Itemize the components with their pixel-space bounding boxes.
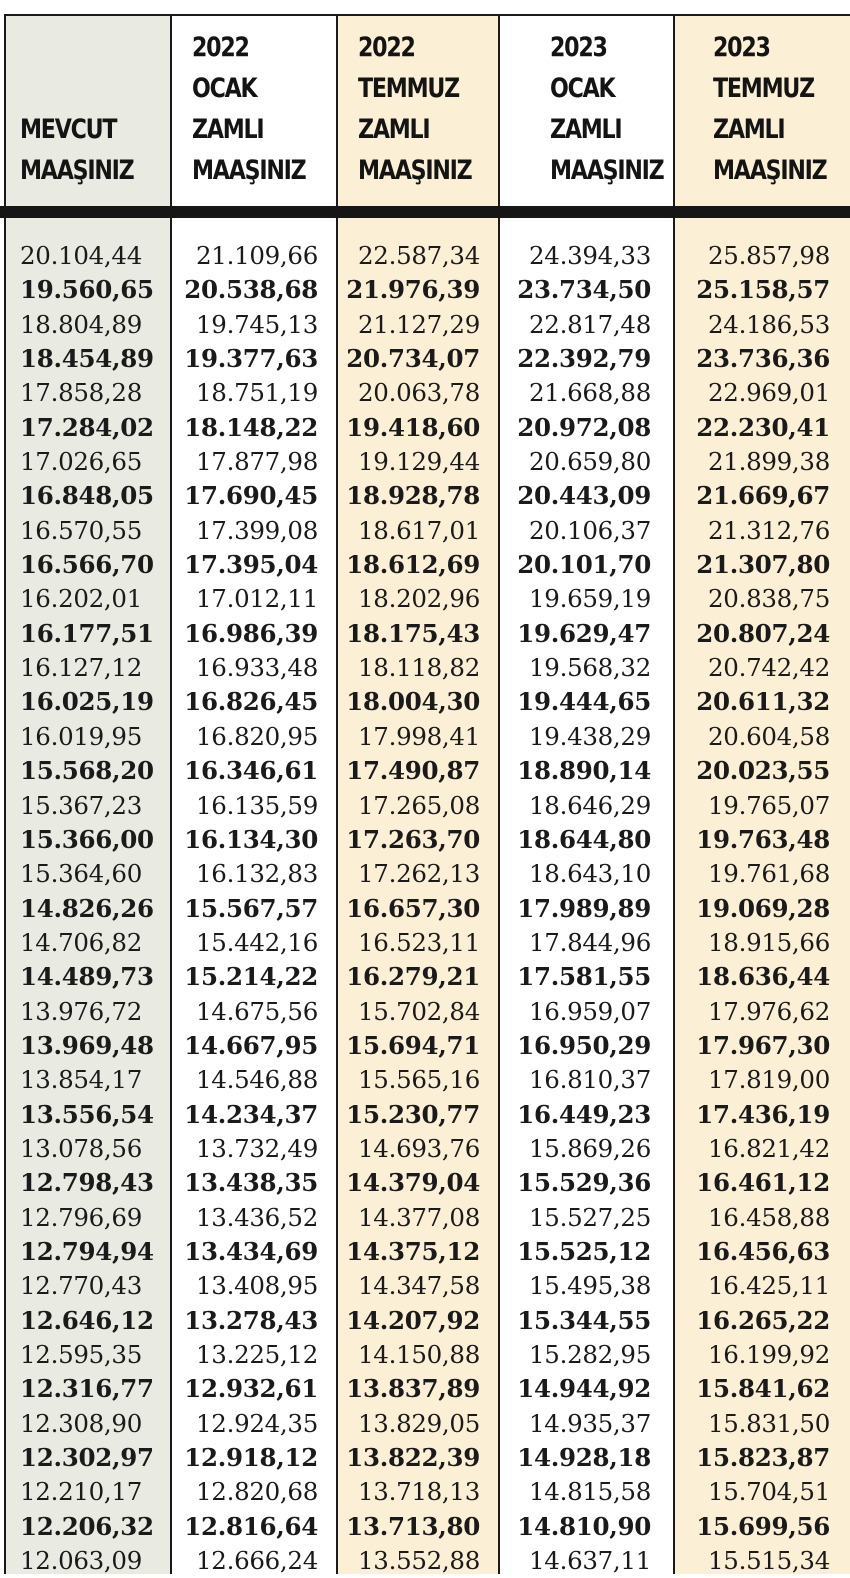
salary-cell: 13.718,13	[358, 1477, 480, 1507]
salary-cell: 17.265,08	[358, 790, 480, 820]
column-header-line: MEVCUT	[20, 114, 117, 145]
salary-cell: 14.207,92	[346, 1305, 480, 1335]
salary-cell: 16.986,39	[184, 618, 318, 648]
salary-cell: 15.214,22	[184, 962, 318, 992]
salary-cell: 22.587,34	[358, 241, 480, 270]
salary-cell: 14.489,73	[20, 962, 154, 992]
salary-cell: 24.394,33	[529, 241, 651, 270]
salary-cell: 21.312,76	[708, 515, 830, 545]
salary-cell: 21.668,88	[529, 378, 651, 408]
salary-cell: 16.127,12	[20, 653, 142, 683]
column-header-line: MAAŞINIZ	[20, 155, 134, 186]
salary-cell: 18.804,89	[20, 309, 142, 339]
column-header-line: ZAMLI	[550, 114, 622, 145]
salary-cell: 15.568,20	[20, 756, 154, 786]
salary-cell: 20.604,58	[708, 721, 830, 751]
salary-cell: 12.770,43	[20, 1271, 142, 1301]
salary-cell: 19.765,07	[708, 790, 830, 820]
salary-cell: 19.377,63	[184, 344, 318, 374]
salary-cell: 12.302,97	[20, 1443, 154, 1473]
column-values	[6, 239, 170, 1574]
salary-cell: 16.458,88	[708, 1202, 830, 1232]
salary-cell: 13.829,05	[358, 1408, 480, 1438]
salary-cell: 17.998,41	[358, 721, 480, 751]
salary-cell: 18.646,29	[529, 790, 651, 820]
salary-cell: 22.392,79	[517, 344, 651, 374]
salary-cell: 19.761,68	[708, 859, 830, 889]
salary-cell: 12.932,61	[184, 1374, 318, 1404]
column-header-line: 2022	[192, 32, 249, 63]
salary-cell: 12.063,09	[20, 1546, 142, 1576]
salary-cell: 17.976,62	[708, 996, 830, 1026]
salary-cell: 17.581,55	[517, 962, 651, 992]
salary-cell: 14.935,37	[529, 1408, 651, 1438]
salary-cell: 18.644,80	[517, 824, 651, 854]
column-header-line: MAAŞINIZ	[192, 155, 306, 186]
salary-cell: 15.841,62	[696, 1374, 830, 1404]
salary-cell: 15.527,25	[529, 1202, 651, 1232]
salary-cell: 18.915,66	[708, 927, 830, 957]
salary-cell: 16.132,83	[196, 859, 318, 889]
salary-cell: 20.734,07	[346, 344, 480, 374]
salary-cell: 13.438,35	[184, 1168, 318, 1198]
salary-cell: 12.796,69	[20, 1202, 142, 1232]
salary-cell: 16.570,55	[20, 515, 142, 545]
column-values	[500, 239, 673, 1574]
salary-cell: 18.175,43	[346, 618, 480, 648]
salary-cell: 12.210,17	[20, 1477, 142, 1507]
salary-cell: 16.566,70	[20, 550, 154, 580]
salary-cell: 20.838,75	[708, 584, 830, 614]
salary-cell: 13.408,95	[196, 1271, 318, 1301]
salary-cell: 15.704,51	[708, 1477, 830, 1507]
column-values	[675, 239, 850, 1574]
salary-cell: 19.763,48	[696, 824, 830, 854]
column-header-line: OCAK	[550, 73, 615, 104]
salary-cell: 14.693,76	[358, 1133, 480, 1163]
salary-cell: 12.666,24	[196, 1546, 318, 1576]
salary-cell: 20.538,68	[184, 275, 318, 305]
salary-cell: 21.669,67	[696, 481, 830, 511]
salary-cell: 17.989,89	[517, 893, 651, 923]
salary-cell: 13.713,80	[346, 1511, 480, 1541]
salary-cell: 12.308,90	[20, 1408, 142, 1438]
salary-cell: 16.134,30	[184, 824, 318, 854]
salary-cell: 16.523,11	[358, 927, 480, 957]
salary-cell: 18.118,82	[358, 653, 480, 683]
salary-cell: 12.794,94	[20, 1236, 154, 1266]
salary-cell: 19.659,19	[529, 584, 651, 614]
salary-cell: 25.857,98	[708, 241, 830, 270]
salary-cell: 14.667,95	[184, 1030, 318, 1060]
salary-cell: 13.278,43	[184, 1305, 318, 1335]
salary-cell: 21.307,80	[696, 550, 830, 580]
salary-cell: 14.379,04	[346, 1168, 480, 1198]
salary-cell: 20.063,78	[358, 378, 480, 408]
salary-cell: 16.933,48	[196, 653, 318, 683]
column-header-line: ZAMLI	[713, 114, 785, 145]
2022-january-column	[172, 16, 338, 1574]
2022-july-column	[338, 16, 500, 1574]
salary-cell: 14.944,92	[517, 1374, 651, 1404]
salary-cell: 17.490,87	[346, 756, 480, 786]
salary-cell: 16.821,42	[708, 1133, 830, 1163]
salary-cell: 15.230,77	[346, 1099, 480, 1129]
salary-cell: 15.525,12	[517, 1236, 651, 1266]
salary-cell: 14.810,90	[517, 1511, 651, 1541]
header-divider	[0, 206, 850, 218]
salary-cell: 16.848,05	[20, 481, 154, 511]
salary-cell: 15.565,16	[358, 1065, 480, 1095]
salary-cell: 13.969,48	[20, 1030, 154, 1060]
salary-cell: 20.611,32	[696, 687, 830, 717]
salary-cell: 17.399,08	[196, 515, 318, 545]
salary-cell: 19.745,13	[196, 309, 318, 339]
salary-cell: 16.177,51	[20, 618, 154, 648]
salary-cell: 21.127,29	[358, 309, 480, 339]
salary-cell: 23.734,50	[517, 275, 651, 305]
salary-cell: 15.567,57	[184, 893, 318, 923]
column-header	[500, 16, 673, 209]
salary-cell: 12.820,68	[196, 1477, 318, 1507]
salary-cell: 17.263,70	[346, 824, 480, 854]
salary-cell: 15.344,55	[517, 1305, 651, 1335]
salary-cell: 19.629,47	[517, 618, 651, 648]
salary-cell: 18.643,10	[529, 859, 651, 889]
salary-cell: 22.230,41	[696, 412, 830, 442]
column-header	[172, 16, 336, 209]
column-header	[675, 16, 850, 209]
salary-cell: 13.552,88	[358, 1546, 480, 1576]
salary-cell: 19.129,44	[358, 447, 480, 477]
column-values	[338, 239, 498, 1574]
salary-cell: 16.959,07	[529, 996, 651, 1026]
column-header-line: MAAŞINIZ	[550, 155, 664, 186]
salary-cell: 21.109,66	[196, 241, 318, 270]
column-header-line: TEMMUZ	[713, 73, 814, 104]
salary-cell: 20.443,09	[517, 481, 651, 511]
salary-cell: 16.826,45	[184, 687, 318, 717]
salary-cell: 13.822,39	[346, 1443, 480, 1473]
column-header-line: MAAŞINIZ	[713, 155, 827, 186]
salary-cell: 17.967,30	[696, 1030, 830, 1060]
salary-cell: 22.817,48	[529, 309, 651, 339]
salary-cell: 15.694,71	[346, 1030, 480, 1060]
salary-cell: 12.918,12	[184, 1443, 318, 1473]
salary-cell: 13.078,56	[20, 1133, 142, 1163]
salary-cell: 20.023,55	[696, 756, 830, 786]
column-header-line: ZAMLI	[192, 114, 264, 145]
salary-cell: 16.279,21	[346, 962, 480, 992]
salary-cell: 16.025,19	[20, 687, 154, 717]
salary-cell: 14.815,58	[529, 1477, 651, 1507]
salary-cell: 12.924,35	[196, 1408, 318, 1438]
salary-cell: 15.364,60	[20, 859, 142, 889]
salary-cell: 12.316,77	[20, 1374, 154, 1404]
salary-cell: 13.976,72	[20, 996, 142, 1026]
salary-cell: 17.690,45	[184, 481, 318, 511]
salary-cell: 14.234,37	[184, 1099, 318, 1129]
salary-cell: 18.751,19	[196, 378, 318, 408]
salary-cell: 16.657,30	[346, 893, 480, 923]
salary-cell: 16.202,01	[20, 584, 142, 614]
salary-cell: 17.819,00	[708, 1065, 830, 1095]
salary-cell: 17.284,02	[20, 412, 154, 442]
column-header-line: ZAMLI	[358, 114, 430, 145]
salary-cell: 19.560,65	[20, 275, 154, 305]
salary-cell: 20.104,44	[20, 241, 142, 270]
salary-cell: 21.976,39	[346, 275, 480, 305]
salary-cell: 16.199,92	[708, 1340, 830, 1369]
salary-cell: 18.636,44	[696, 962, 830, 992]
salary-cell: 13.732,49	[196, 1133, 318, 1163]
salary-cell: 15.869,26	[529, 1133, 651, 1163]
salary-cell: 17.262,13	[358, 859, 480, 889]
salary-cell: 17.858,28	[20, 378, 142, 408]
2023-january-column	[500, 16, 675, 1574]
salary-cell: 19.438,29	[529, 721, 651, 751]
column-header	[6, 16, 170, 209]
salary-cell: 15.366,00	[20, 824, 154, 854]
salary-cell: 16.810,37	[529, 1065, 651, 1095]
salary-cell: 14.826,26	[20, 893, 154, 923]
salary-cell: 13.436,52	[196, 1202, 318, 1232]
salary-cell: 25.158,57	[696, 275, 830, 305]
salary-cell: 15.282,95	[529, 1340, 651, 1369]
column-values	[172, 239, 336, 1574]
column-header-line: 2023	[550, 32, 607, 63]
salary-cell: 18.148,22	[184, 412, 318, 442]
salary-cell: 21.899,38	[708, 447, 830, 477]
salary-cell: 13.854,17	[20, 1065, 142, 1095]
salary-cell: 15.831,50	[708, 1408, 830, 1438]
salary-cell: 16.265,22	[696, 1305, 830, 1335]
salary-cell: 16.346,61	[184, 756, 318, 786]
salary-cell: 13.556,54	[20, 1099, 154, 1129]
salary-cell: 12.816,64	[184, 1511, 318, 1541]
salary-cell: 20.742,42	[708, 653, 830, 683]
current-salary-column	[6, 16, 172, 1574]
salary-cell: 19.444,65	[517, 687, 651, 717]
salary-cell: 20.659,80	[529, 447, 651, 477]
salary-table	[4, 14, 850, 1574]
salary-cell: 13.434,69	[184, 1236, 318, 1266]
salary-cell: 18.890,14	[517, 756, 651, 786]
salary-cell: 16.449,23	[517, 1099, 651, 1129]
salary-cell: 20.807,24	[696, 618, 830, 648]
salary-cell: 14.347,58	[358, 1271, 480, 1301]
salary-cell: 12.646,12	[20, 1305, 154, 1335]
salary-cell: 15.367,23	[20, 790, 142, 820]
salary-cell: 24.186,53	[708, 309, 830, 339]
salary-cell: 14.637,11	[529, 1546, 651, 1576]
column-header-line: TEMMUZ	[358, 73, 459, 104]
salary-cell: 19.568,32	[529, 653, 651, 683]
salary-cell: 16.950,29	[517, 1030, 651, 1060]
salary-cell: 18.454,89	[20, 344, 154, 374]
salary-cell: 15.442,16	[196, 927, 318, 957]
salary-cell: 18.928,78	[346, 481, 480, 511]
salary-cell: 16.019,95	[20, 721, 142, 751]
salary-cell: 20.972,08	[517, 412, 651, 442]
salary-cell: 12.595,35	[20, 1340, 142, 1369]
salary-cell: 20.106,37	[529, 515, 651, 545]
salary-cell: 14.375,12	[346, 1236, 480, 1266]
salary-cell: 14.928,18	[517, 1443, 651, 1473]
salary-cell: 14.546,88	[196, 1065, 318, 1095]
2023-july-column	[675, 16, 850, 1574]
salary-cell: 18.612,69	[346, 550, 480, 580]
salary-cell: 13.837,89	[346, 1374, 480, 1404]
salary-cell: 16.135,59	[196, 790, 318, 820]
salary-cell: 23.736,36	[696, 344, 830, 374]
salary-cell: 19.069,28	[696, 893, 830, 923]
salary-cell: 14.706,82	[20, 927, 142, 957]
salary-cell: 12.206,32	[20, 1511, 154, 1541]
salary-cell: 16.425,11	[708, 1271, 830, 1301]
salary-cell: 15.515,34	[708, 1546, 830, 1576]
salary-cell: 15.495,38	[529, 1271, 651, 1301]
salary-cell: 16.461,12	[696, 1168, 830, 1198]
salary-cell: 16.456,63	[696, 1236, 830, 1266]
salary-cell: 15.699,56	[696, 1511, 830, 1541]
salary-cell: 16.820,95	[196, 721, 318, 751]
column-header-line: 2023	[713, 32, 770, 63]
salary-cell: 20.101,70	[517, 550, 651, 580]
salary-cell: 17.395,04	[184, 550, 318, 580]
salary-cell: 15.823,87	[696, 1443, 830, 1473]
salary-cell: 14.675,56	[196, 996, 318, 1026]
salary-cell: 18.202,96	[358, 584, 480, 614]
column-header-line: 2022	[358, 32, 415, 63]
salary-cell: 14.377,08	[358, 1202, 480, 1232]
salary-cell: 15.529,36	[517, 1168, 651, 1198]
salary-cell: 12.798,43	[20, 1168, 154, 1198]
salary-cell: 22.969,01	[708, 378, 830, 408]
salary-cell: 15.702,84	[358, 996, 480, 1026]
salary-cell: 17.026,65	[20, 447, 142, 477]
salary-cell: 14.150,88	[358, 1340, 480, 1369]
salary-cell: 17.012,11	[196, 584, 318, 614]
column-header	[338, 16, 498, 209]
salary-cell: 17.877,98	[196, 447, 318, 477]
column-header-line: OCAK	[192, 73, 257, 104]
column-header-line: MAAŞINIZ	[358, 155, 472, 186]
salary-cell: 18.004,30	[346, 687, 480, 717]
salary-cell: 17.844,96	[529, 927, 651, 957]
salary-cell: 13.225,12	[196, 1340, 318, 1369]
salary-cell: 18.617,01	[358, 515, 480, 545]
salary-cell: 17.436,19	[696, 1099, 830, 1129]
salary-cell: 19.418,60	[346, 412, 480, 442]
